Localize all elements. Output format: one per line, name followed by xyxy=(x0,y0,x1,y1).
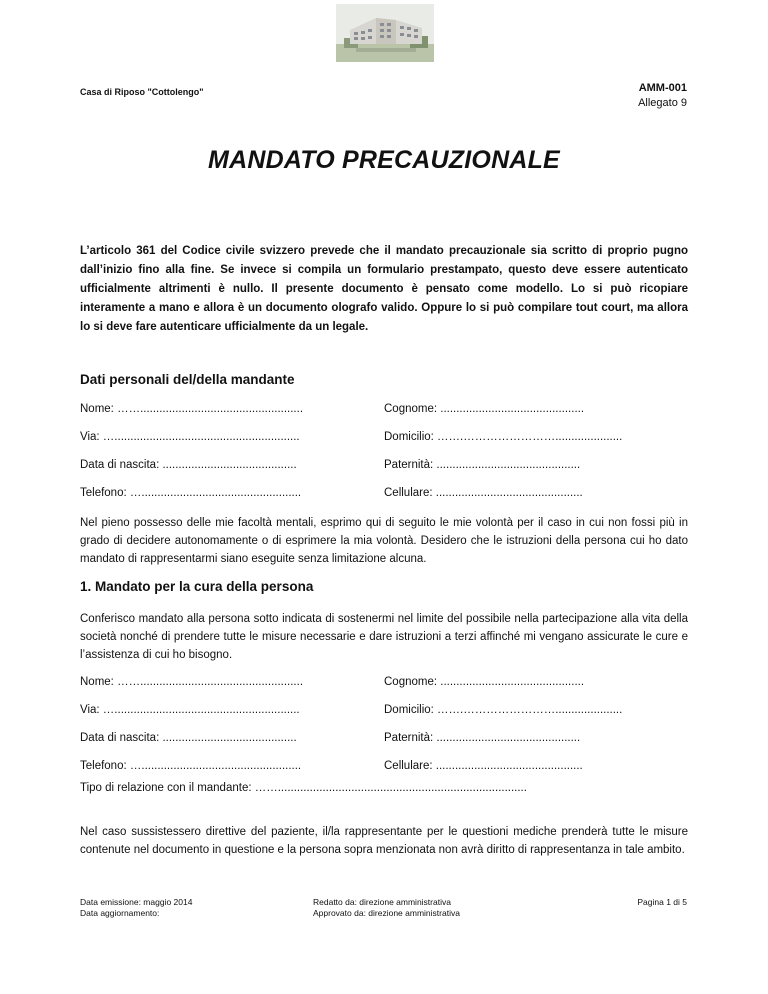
rappresentante-telefono-field: Telefono: ….................................................. xyxy=(80,760,302,772)
footer-approved-by: Approvato da: direzione amministrativa xyxy=(313,908,460,918)
mandante-telefono-field: Telefono: ….................................................. xyxy=(80,487,302,499)
rappresentante-cognome-field: Cognome: ............................................. xyxy=(384,676,585,688)
document-title: MANDATO PRECAUZIONALE xyxy=(208,146,560,174)
mandato-cura-paragraph: Conferisco mandato alla persona sotto indicata di sostenermi nel limite del possibile nella partecipazione alla vita della società nonché di prendere tutte le misure necessarie e dare istruzioni a terzi affinché mi vengano assicurate le cure e l’assistenza di cui ho bisogno. xyxy=(80,613,688,661)
rappresentante-domicilio-field: Domicilio: …….……………………..................... xyxy=(384,704,623,716)
mandante-nome-field: Nome: ……................................................... xyxy=(80,403,304,415)
volonta-paragraph: Nel pieno possesso delle mie facoltà mentali, esprimo qui di seguito le mie volontà per il caso in cui non fossi più in grado di decidere autonomamente o di esprimere la mia volontà. Desidero che le istruzioni della persona cui ho dato mandato di rappresentarmi siano eseguite senza limitazione alcuna. xyxy=(80,517,688,565)
footer-dates xyxy=(80,897,192,919)
rappresentante-data-nascita-field: Data di nascita: .......................................... xyxy=(80,732,297,744)
mandante-cellulare-field: Cellulare: .............................................. xyxy=(384,487,583,499)
direttive-paziente-paragraph: Nel caso sussistessero direttive del paziente, il/la rappresentante per le questioni mediche prenderà tutte le misure contenute nel documento in questione e la persona sopra menzionata non avrà diritto di rappresentanza in tale ambito. xyxy=(80,826,688,856)
mandante-domicilio-field: Domicilio: …….……………………..................... xyxy=(384,431,623,443)
section-1-heading: 1. Mandato per la cura della persona xyxy=(80,579,314,594)
footer-authors xyxy=(313,897,460,919)
organization-name: Casa di Riposo "Cottolengo" xyxy=(80,87,204,97)
rappresentante-via-field: Via: ….......................................................... xyxy=(80,704,300,716)
relazione-mandante-field: Tipo di relazione con il mandante: …….............................................................................. xyxy=(80,782,527,794)
section-personal-heading: Dati personali del/della mandante xyxy=(80,372,295,387)
building-logo-image xyxy=(336,4,434,62)
footer-page-number: Pagina 1 di 5 xyxy=(637,897,687,907)
mandante-via-field: Via: ….......................................................... xyxy=(80,431,300,443)
document-code: AMM-001 xyxy=(638,82,687,94)
rappresentante-cellulare-field: Cellulare: .............................................. xyxy=(384,760,583,772)
rappresentante-nome-field: Nome: ……................................................... xyxy=(80,676,304,688)
footer-emission-date: Data emissione: maggio 2014 xyxy=(80,897,193,907)
mandante-data-nascita-field: Data di nascita: .......................................... xyxy=(80,459,297,471)
mandante-cognome-field: Cognome: ............................................. xyxy=(384,403,585,415)
footer-update-date: Data aggiornamento: xyxy=(80,908,160,918)
document-code-block xyxy=(638,82,687,109)
mandante-paternita-field: Paternità: ............................................. xyxy=(384,459,581,471)
footer-written-by: Redatto da: direzione amministrativa xyxy=(313,897,451,907)
attachment-label: Allegato 9 xyxy=(638,97,687,109)
rappresentante-paternita-field: Paternità: ............................................. xyxy=(384,732,581,744)
intro-paragraph: L’articolo 361 del Codice civile svizzero prevede che il mandato precauzionale sia scritto di proprio pugno dall’inizio fino alla fine. Se invece si compila un formulario prestampato, questo deve essere autenticato ufficialmente altrimenti è nullo. Il presente documento è pensato come modello. Lo si può ricopiare interamente a mano e allora è un documento olografo valido. Oppure lo si può compilare tout court, ma allora lo si deve fare autenticare ufficialmente da un legale. xyxy=(80,245,688,333)
